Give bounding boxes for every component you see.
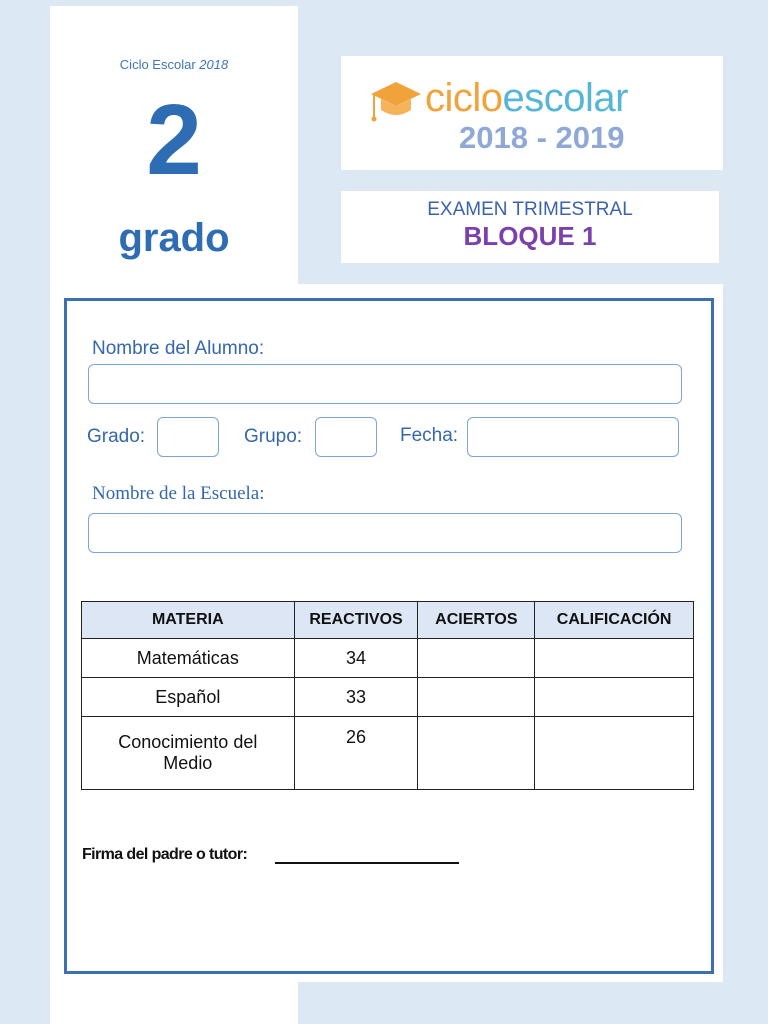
header-reactivos: REACTIVOS [294, 602, 418, 639]
school-name-label: Nombre de la Escuela: [92, 483, 265, 504]
date-field[interactable] [467, 417, 679, 457]
logo-years: 2018 - 2019 [459, 120, 625, 155]
table-row [82, 717, 694, 790]
table-row [82, 678, 694, 717]
header-calificacion: CALIFICACIÓN [535, 602, 694, 639]
school-cycle-year: 2018 [199, 57, 229, 72]
school-cycle-label [50, 57, 298, 72]
score-cell[interactable] [535, 639, 694, 678]
logo-part-ciclo: ciclo [425, 76, 503, 120]
grade-label: Grado: [87, 426, 146, 447]
subject-cell: Conocimiento del Medio [82, 717, 295, 790]
school-name-field[interactable] [88, 513, 682, 553]
exam-block: BLOQUE 1 [463, 221, 597, 251]
items-cell: 26 [294, 717, 418, 790]
date-label: Fecha: [400, 425, 459, 446]
subject-cell: Español [82, 678, 295, 717]
group-label: Grupo: [244, 426, 303, 447]
table-row [82, 639, 694, 678]
table-header-row [82, 602, 694, 639]
grade-word: grado [118, 216, 230, 260]
logo-box [341, 56, 723, 170]
header-materia: MATERIA [82, 602, 295, 639]
exam-title-box [341, 191, 719, 263]
signature-line[interactable] [275, 862, 459, 864]
graduation-cap-icon [369, 78, 423, 124]
items-cell: 33 [294, 678, 418, 717]
correct-cell[interactable] [418, 717, 535, 790]
signature-label: Firma del padre o tutor: [82, 846, 248, 863]
correct-cell[interactable] [418, 639, 535, 678]
group-field[interactable] [315, 417, 377, 457]
header-aciertos: ACIERTOS [418, 602, 535, 639]
exam-type: EXAMEN TRIMESTRAL [427, 199, 633, 220]
score-cell[interactable] [535, 717, 694, 790]
subject-cell: Matemáticas [82, 639, 295, 678]
school-cycle-text: Ciclo Escolar [119, 57, 196, 72]
grade-number: 2 [146, 84, 202, 196]
grade-field[interactable] [157, 417, 219, 457]
correct-cell[interactable] [418, 678, 535, 717]
score-cell[interactable] [535, 678, 694, 717]
logo-part-escolar: escolar [502, 76, 628, 120]
grades-table [81, 601, 694, 790]
bottom-panel [50, 982, 298, 1024]
items-cell: 34 [294, 639, 418, 678]
student-name-label: Nombre del Alumno: [92, 338, 265, 359]
logo-wordmark [425, 78, 628, 118]
student-name-field[interactable] [88, 364, 682, 404]
page-margin [0, 0, 50, 1024]
